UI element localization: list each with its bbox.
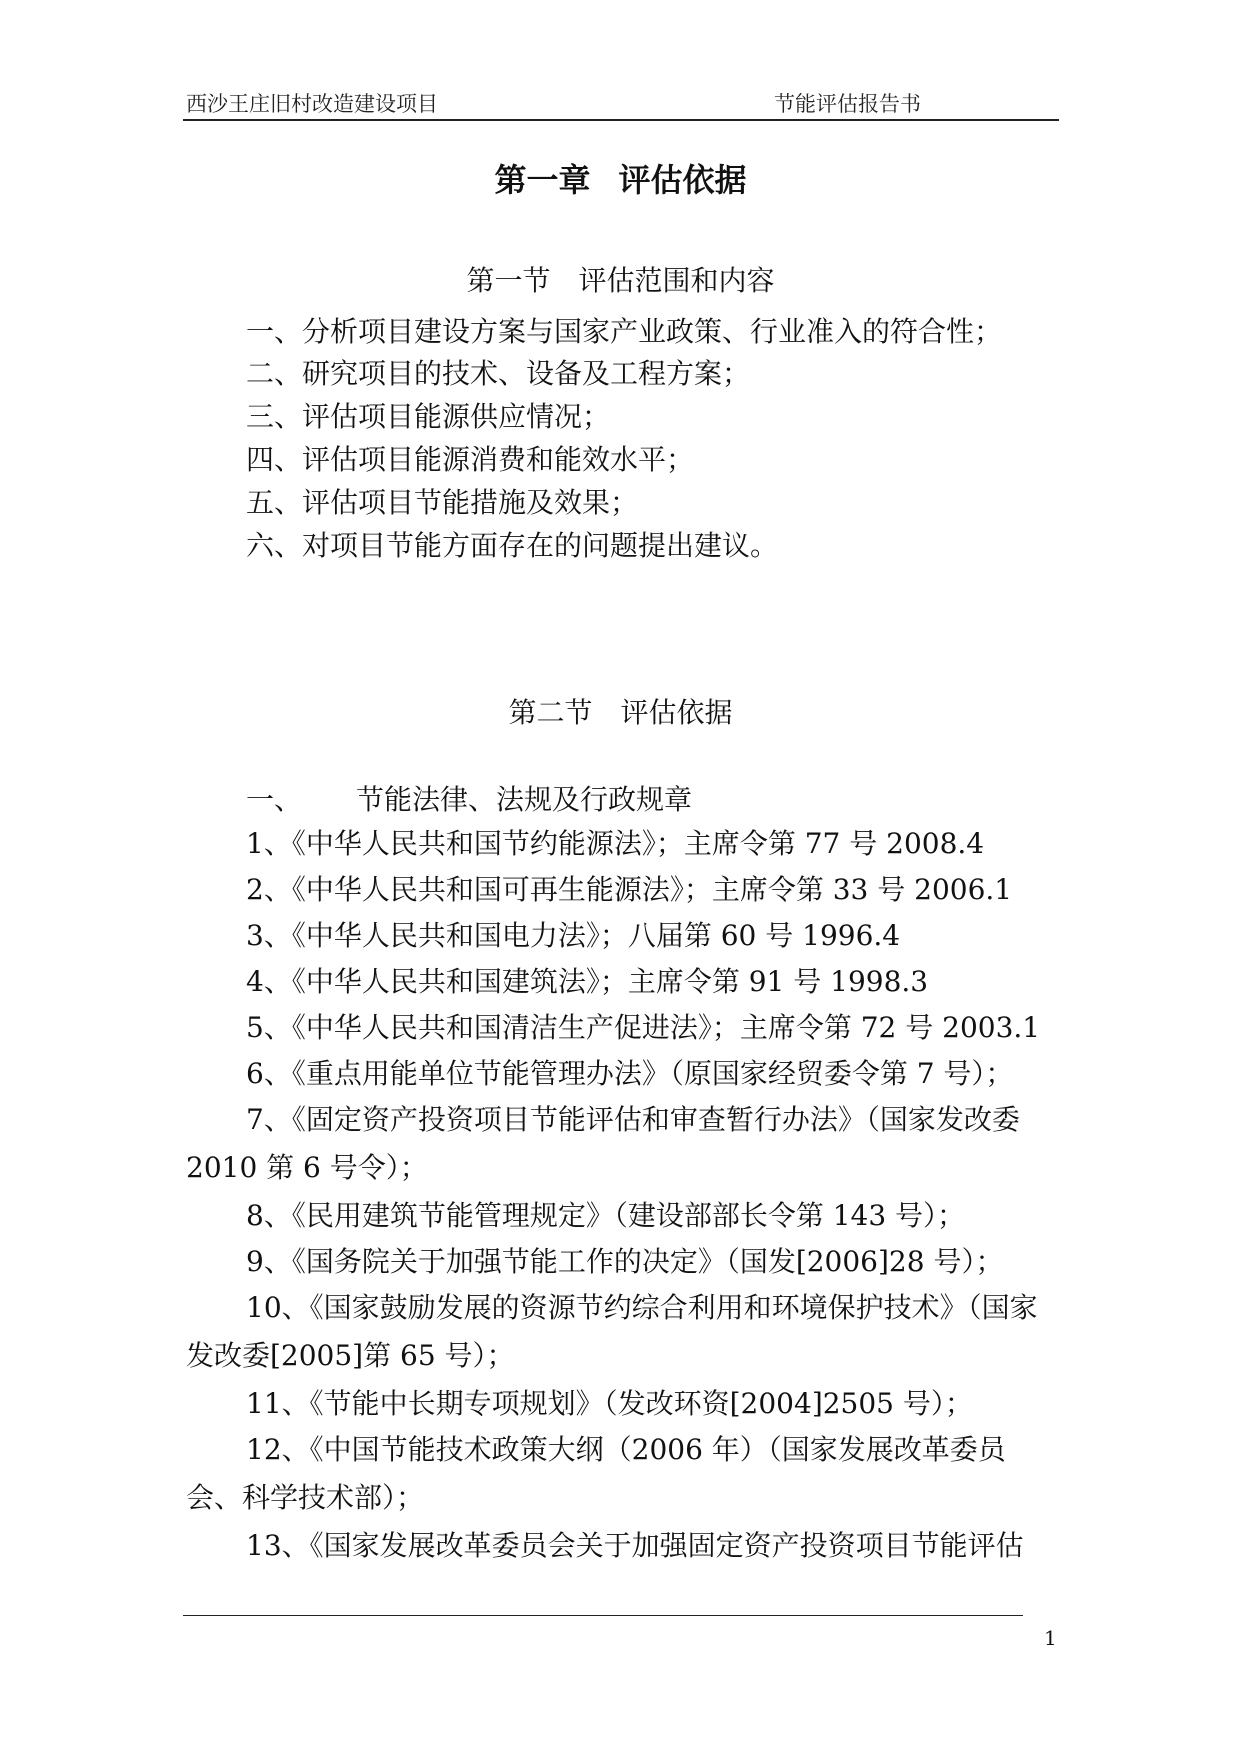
page-number: 1 <box>1044 1626 1057 1650</box>
subheading-text: 节能法律、法规及行政规章 <box>356 783 693 816</box>
basis-item: 9、《国务院关于加强节能工作的决定》（国发[2006]28 号）； <box>246 1245 1004 1278</box>
basis-item: 6、《重点用能单位节能管理办法》（原国家经贸委令第 7 号）； <box>246 1057 1014 1090</box>
footer-divider <box>183 1615 1023 1616</box>
basis-item: 12、《中国节能技术政策大纲（2006 年）（国家发展改革委员会、科学技术部）； <box>186 1433 1006 1514</box>
basis-item: 3、《中华人民共和国电力法》；八届第 60 号 1996.4 <box>246 919 901 952</box>
chapter-number: 第一章 <box>494 161 591 199</box>
subheading-number: 一、 <box>246 783 303 816</box>
chapter-title-text: 评估依据 <box>618 161 747 199</box>
basis-item: 2、《中华人民共和国可再生能源法》；主席令第 33 号 2006.1 <box>246 873 1013 906</box>
basis-item: 4、《中华人民共和国建筑法》；主席令第 91 号 1998.3 <box>246 965 929 998</box>
basis-item: 1、《中华人民共和国节约能源法》；主席令第 77 号 2008.4 <box>246 827 985 860</box>
section-title-text: 评估依据 <box>620 696 733 729</box>
scope-item: 二、研究项目的技术、设备及工程方案； <box>246 357 751 390</box>
header-divider <box>183 119 1059 121</box>
basis-item: 11、《节能中长期专项规划》（发改环资[2004]2505 号）； <box>246 1387 973 1420</box>
section-title-1 <box>0 259 1241 299</box>
subheading <box>186 776 1058 824</box>
header-project-name: 西沙王庄旧村改造建设项目 <box>186 92 438 116</box>
scope-item: 六、对项目节能方面存在的问题提出建议。 <box>246 529 779 562</box>
basis-item: 13、《国家发展改革委员会关于加强固定资产投资项目节能评估 <box>246 1529 1024 1562</box>
header-report-title: 节能评估报告书 <box>774 92 921 116</box>
basis-item: 10、《国家鼓励发展的资源节约综合利用和环境保护技术》（国家发改委[2005]第 65 号）； <box>186 1291 1038 1372</box>
chapter-title <box>0 155 1241 201</box>
basis-item: 7、《固定资产投资项目节能评估和审查暂行办法》（国家发改委 2010 第 6 号令）； <box>186 1103 1020 1184</box>
scope-item: 四、评估项目能源消费和能效水平； <box>246 443 695 476</box>
basis-item: 5、《中华人民共和国清洁生产促进法》；主席令第 72 号 2003.1 <box>246 1011 1041 1044</box>
scope-item: 三、评估项目能源供应情况； <box>246 400 611 433</box>
basis-item: 8、《民用建筑节能管理规定》（建设部部长令第 143 号）； <box>246 1199 966 1232</box>
section-number: 第二节 <box>508 696 593 729</box>
section-title-text: 评估范围和内容 <box>578 264 775 297</box>
scope-item: 五、评估项目节能措施及效果； <box>246 486 639 519</box>
scope-item: 一、分析项目建设方案与国家产业政策、行业准入的符合性； <box>246 315 1003 348</box>
section-title-2 <box>0 691 1241 731</box>
section-number: 第一节 <box>466 264 551 297</box>
